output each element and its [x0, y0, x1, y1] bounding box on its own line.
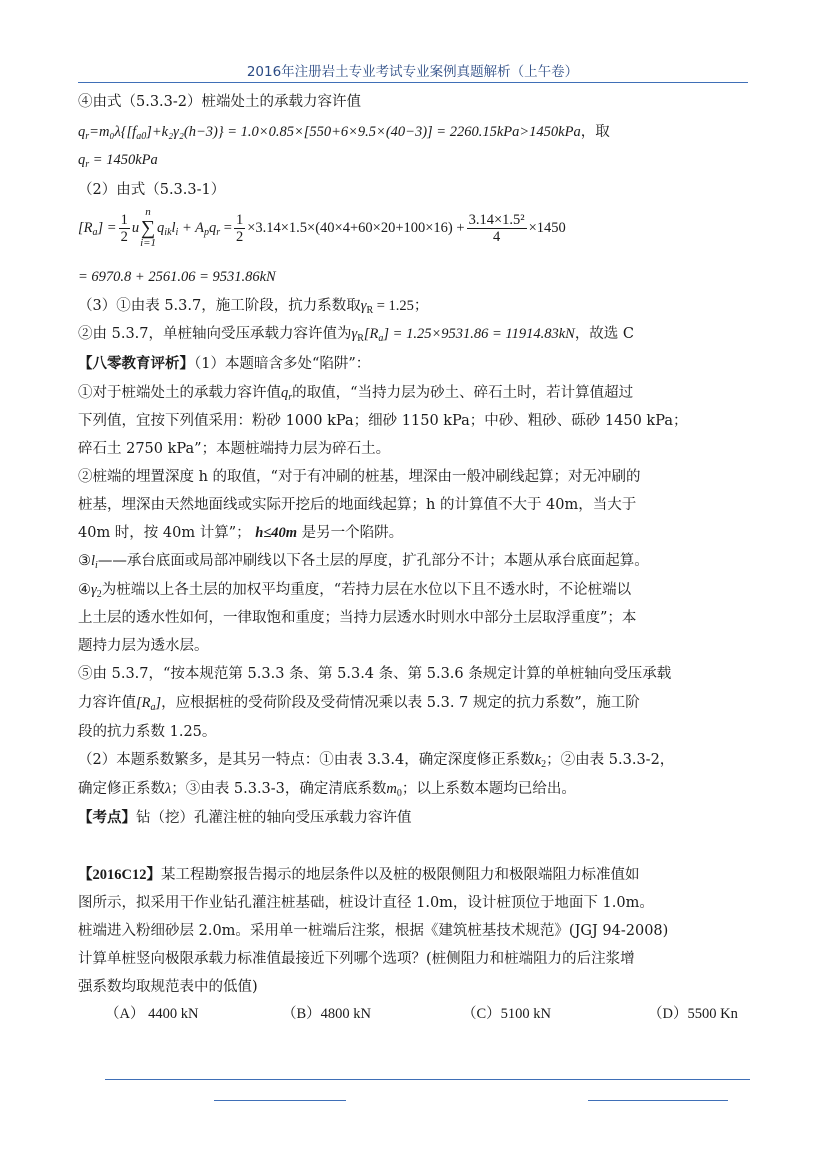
option-b: （B）4800 kN: [282, 1006, 372, 1022]
solution-line-8: ②由 5.3.7，单桩轴向受压承载力容许值为$\gamma_R[R_a] = 1.25\times 9531.86 = 11914.83kN$，故选 C: [78, 326, 635, 344]
footer-link-left[interactable]: [214, 1100, 346, 1101]
review-p5-line-3: 段的抗力系数 1.25。: [78, 724, 217, 740]
question-line-3: 桩端进入粉细砂层 2.0m。采用单一桩端后注浆，根据《建筑桩基技术规范》(JGJ 94-2008): [78, 923, 669, 939]
review-p2-line-3: 40m 时，按 40m 计算”； h≤40m 是另一个陷阱。: [78, 525, 404, 541]
review-p6-line-1: （2）本题系数繁多，是其另一特点：①由表 3.3.4，确定深度修正系数$k_2$；②由表 5.3.3-2，: [78, 752, 675, 770]
option-a: （A） 4400 kN: [105, 1006, 199, 1022]
question-line-5: 强系数均取规范表中的低值): [78, 979, 258, 995]
review-p5-line-1: ⑤由 5.3.7，“按本规范第 5.3.3 条、第 5.3.4 条、第 5.3.6 条规定计算的单桩轴向受压承载: [78, 666, 672, 682]
solution-line-4: （2）由式（5.3.3-1）: [78, 182, 226, 198]
question-line-1: 【2016C12】某工程勘察报告揭示的地层条件以及桩的极限侧阻力和极限端阻力标准值如: [78, 867, 640, 883]
footer-divider: [105, 1079, 750, 1080]
question-line-2: 图所示，拟采用干作业钻孔灌注桩基础，桩设计直径 1.0m，设计桩顶位于地面下 1.0m。: [78, 895, 654, 911]
review-p4-line-2: 上土层的透水性如何，一律取饱和重度；当持力层透水时则水中部分土层取浮重度”；本: [78, 610, 637, 626]
review-header: 【八零教育评析】（1）本题暗含多处“陷阱”：: [78, 355, 371, 372]
solution-formula-ra: $[R_a]$ = $\frac{1}{2}$ un ∑ $i=1q_{ik}l_i + A_pq_r$ = $\frac{1}{2}$ ×3.14×1.5×(40×4+60×20+100×16) + $\frac{\text{3.14×1.5²}}{4}$ ×1450: [78, 206, 566, 249]
answer-options: [105, 1002, 755, 1022]
review-p4-line-1: $④\gamma_2$为桩端以上各土层的加权平均重度，“若持力层在水位以下且不透水时，不论桩端以: [78, 582, 632, 600]
review-tag: 【八零教育评析】: [78, 355, 194, 372]
header-divider: [78, 82, 748, 83]
review-p2-line-2: 桩基，埋深由天然地面线或实际开挖后的地面线起算；h 的计算值不大于 40m，当大于: [78, 497, 637, 513]
solution-qr-value: $q_r = 1450kPa$: [78, 152, 158, 170]
review-p2-line-1: ②桩端的埋置深度 h 的取值，“对于有冲刷的桩基，埋深由一般冲刷线起算；对无冲刷的: [78, 469, 641, 485]
footer-link-right[interactable]: [588, 1100, 728, 1101]
review-p4-line-3: 题持力层为透水层。: [78, 638, 209, 654]
solution-formula-qr: $q_r=m_0\lambda\{[f_{a0}]+k_2\gamma_2(h-3)\} = 1.0\times 0.85\times[550+6\times 9.5\times(40-3)] = 2260.15kPa>1450kPa$，取: [78, 124, 610, 142]
review-p1-line-2: 下列值，宜按下列值采用：粉砂 1000 kPa；细砂 1150 kPa；中砂、粗砂、砾砂 1450 kPa；: [78, 413, 688, 429]
key-point-tag: 【考点】: [78, 809, 136, 826]
solution-line-1: ④由式（5.3.3-2）桩端处土的承载力容许值: [78, 94, 362, 110]
question-line-4: 计算单桩竖向极限承载力标准值最接近下列哪个选项？(桩侧阻力和桩端阻力的后注浆增: [78, 951, 635, 967]
review-p6-line-2: 确定修正系数λ；③由表 5.3.3-3，确定清底系数$m_0$；以上系数本题均已给出。: [78, 781, 576, 799]
solution-ra-result: = 6970.8 + 2561.06 = 9531.86kN: [78, 269, 276, 285]
option-d: （D）5500 Kn: [648, 1006, 738, 1022]
key-point: 【考点】钻（挖）孔灌注桩的轴向受压承载力容许值: [78, 809, 412, 826]
review-p1-line-3: 碎石土 2750 kPa”；本题桩端持力层为碎石土。: [78, 441, 391, 457]
solution-line-7: （3）①由表 5.3.7，施工阶段，抗力系数取$\gamma_R = 1.25$；: [78, 298, 429, 316]
question-id: 【2016C12】: [78, 867, 161, 883]
review-p3: $③l_i——$承台底面或局部冲刷线以下各土层的厚度，扩孔部分不计；本题从承台底面起算。: [78, 553, 649, 571]
option-c: （C）5100 kN: [462, 1006, 552, 1022]
page-header-title: 2016年注册岩土专业考试专业案例真题解析（上午卷）: [246, 64, 579, 80]
review-p5-line-2: 力容许值$[R_a]$，应根据桩的受荷阶段及受荷情况乘以表 5.3. 7 规定的抗力系数”，施工阶: [78, 695, 640, 713]
review-p1-line-1: ①对于桩端处土的承载力容许值$q_r$的取值，“当持力层为砂土、碎石土时，若计算值超过: [78, 385, 634, 403]
